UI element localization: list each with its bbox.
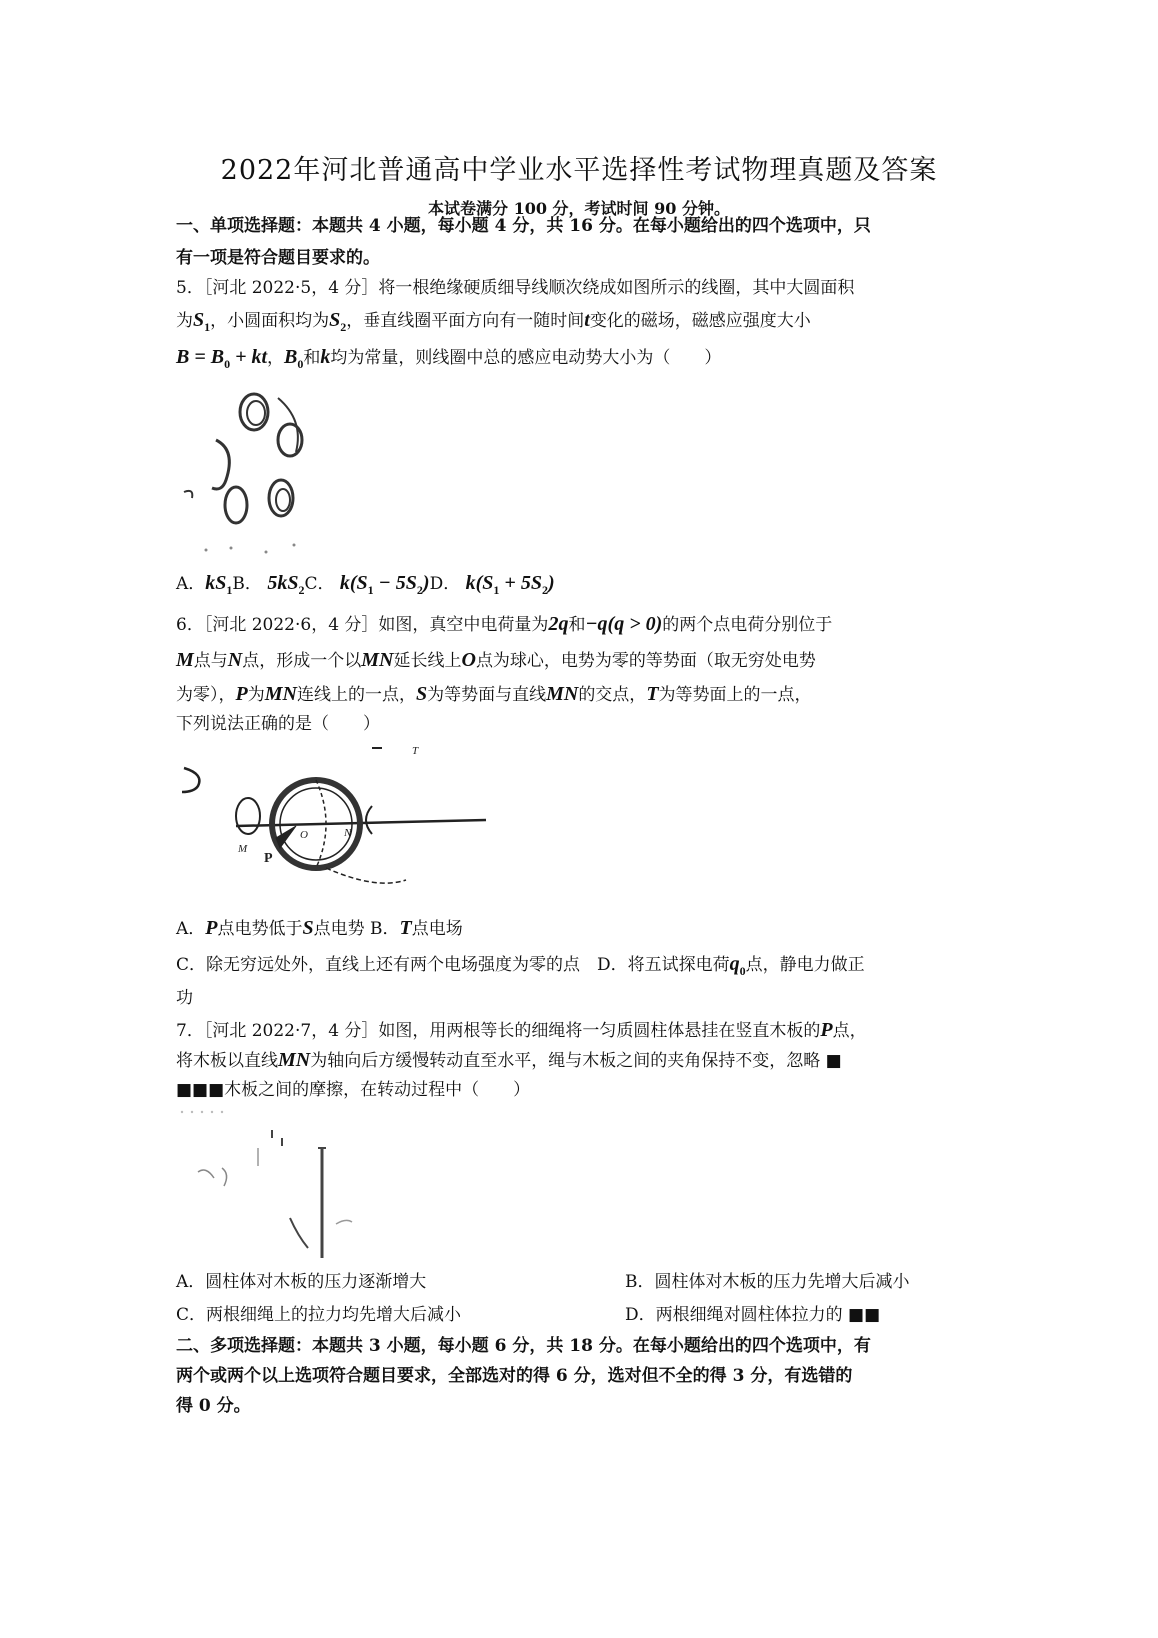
- q5-text: 为: [176, 311, 193, 331]
- q7-board-figure: [176, 1108, 376, 1263]
- q6-line4: 下列说法正确的是（ ）: [176, 714, 380, 734]
- q5-text: 变化的磁场，磁感应强度大小: [589, 311, 811, 331]
- q6-charge-2q: 2q: [548, 613, 569, 635]
- q7-text: 将木板以直线: [176, 1051, 278, 1071]
- q6-mn: MN: [546, 683, 579, 705]
- q5-option-c: $k(S_1 - 5S_2)$: [339, 572, 430, 597]
- q7-line3: ■■■木板之间的摩擦，在转动过程中（ ）: [176, 1080, 531, 1100]
- q7-text: 点，: [832, 1021, 867, 1041]
- q6-text: 连线上的一点，: [296, 685, 416, 705]
- fig-label-n: N: [344, 827, 352, 839]
- q5-option-c-label: C．: [304, 574, 335, 594]
- q6-text: 为等势面上的一点，: [658, 685, 812, 705]
- q6-text: 的交点，: [578, 685, 647, 705]
- q5-k: k: [320, 346, 331, 368]
- q7-p: P: [820, 1019, 833, 1041]
- q7-line2: [176, 1050, 842, 1070]
- q6-text: 点为球心，电势为零的等势面（取无穷处电势: [475, 651, 816, 671]
- q6-text: 延长线上: [393, 651, 462, 671]
- fig-label-m: M: [238, 843, 248, 855]
- q6-options-cd-wrap: 功: [176, 988, 193, 1008]
- q6-mn: MN: [264, 683, 297, 705]
- q6-text: 和: [568, 615, 586, 635]
- q5-option-b-label: B．: [232, 574, 262, 594]
- q6-option-d-q0: $q_0$: [729, 953, 746, 978]
- q6-o: O: [461, 649, 476, 671]
- q5-coil-figure: [176, 380, 326, 560]
- q5-options: [176, 573, 555, 596]
- section1-heading-line2: 有一项是符合题目要求的。: [176, 248, 380, 268]
- q7-option-c: C．两根细绳上的拉力均先增大后减小: [176, 1305, 462, 1325]
- q6-option-a-s: S: [302, 917, 314, 939]
- q6-option-c-text: C．除无穷远处外，直线上还有两个电场强度为零的点 D．将五试探电荷: [176, 955, 730, 975]
- q5-option-d-label: D．: [429, 574, 461, 594]
- page-subtitle: 本试卷满分 100 分，考试时间 90 分钟。: [428, 199, 730, 218]
- q6-n: N: [227, 649, 243, 671]
- q5-s2: $S_2$: [329, 309, 347, 334]
- q5-option-a-label: A．: [176, 574, 206, 594]
- q7-option-d: D．两根细绳对圆柱体拉力的 ■■: [625, 1305, 881, 1325]
- q6-text: 为: [247, 685, 265, 705]
- q5-text: 和: [303, 348, 321, 368]
- q5-b0: $B_0$: [284, 346, 304, 371]
- q6-s: S: [415, 683, 428, 705]
- q5-text: ，垂直线圈平面方向有一随时间: [346, 311, 585, 331]
- q6-text: 点与: [193, 651, 228, 671]
- q6-text: 6．［河北 2022·6，4 分］如图，真空中电荷量为: [176, 615, 549, 635]
- q7-text: 7．［河北 2022·7，4 分］如图，用两根等长的细绳将一匀质圆柱体悬挂在竖直木板的: [176, 1021, 821, 1041]
- q7-line1: [176, 1020, 867, 1040]
- q7-text: 为轴向后方缓慢转动直至水平，绳与木板之间的夹角保持不变，忽略 ■: [310, 1051, 842, 1071]
- q6-option-a-label: A．: [176, 919, 206, 939]
- q7-mn: MN: [278, 1049, 311, 1071]
- q5-line2: [176, 310, 811, 333]
- fig-label-t: T: [412, 745, 419, 757]
- q6-option-a-text: 点电势低于: [217, 919, 303, 939]
- q6-text: 点，形成一个以: [242, 651, 362, 671]
- q5-option-a: $kS_1$: [205, 572, 233, 597]
- q5-line3: $B = B_0$ + kt，$B_0$和k均为常量，则线圈中总的感应电动势大小为（ ）: [176, 346, 722, 371]
- q5-line1: 5．［河北 2022·5，4 分］将一根绝缘硬质细导线顺次绕成如图所示的线圈，其中大圆面积: [176, 278, 855, 298]
- q5-option-d: $k(S_1 + 5S_2)$: [465, 572, 555, 597]
- fig-label-p: P: [264, 851, 273, 866]
- q5-formula: $B = B_0$ + kt: [176, 346, 268, 371]
- section1-heading-line1: 一、单项选择题：本题共 4 小题，每小题 4 分，共 16 分。在每小题给出的四个选项中，只: [176, 216, 871, 236]
- fig-label-o: O: [300, 829, 308, 841]
- q6-option-b-t: T: [399, 917, 412, 939]
- q6-option-a-p: P: [205, 917, 218, 939]
- small-circle-arc: [212, 440, 229, 489]
- q7-option-a: A．圆柱体对木板的压力逐渐增大: [176, 1272, 427, 1292]
- q6-text: 的两个点电荷分别位于: [662, 615, 833, 635]
- q6-mn: MN: [361, 649, 394, 671]
- q6-line2: [176, 650, 816, 670]
- charge-m-circle: [236, 798, 260, 834]
- q5-option-b: $5kS_2$: [267, 572, 305, 597]
- q6-text: 为零），: [176, 685, 236, 705]
- section2-heading-line3: 得 0 分。: [176, 1396, 251, 1416]
- q5-t: t: [584, 309, 590, 331]
- q6-m: M: [176, 649, 194, 671]
- q7-option-b: B．圆柱体对木板的压力先增大后减小: [625, 1272, 910, 1292]
- q6-line3: [176, 684, 812, 704]
- q6-options-ab: [176, 918, 463, 938]
- q5-s1: $S_1$: [193, 309, 211, 334]
- q6-t: T: [646, 683, 659, 705]
- dashed-curve: [326, 868, 406, 883]
- rope: [290, 1218, 308, 1248]
- page-title: 2022年河北普通高中学业水平选择性考试物理真题及答案: [220, 155, 938, 186]
- q6-charge-neg-q: −q(q > 0): [585, 613, 663, 635]
- q6-p: P: [235, 683, 248, 705]
- q6-options-cd: [176, 954, 865, 977]
- q5-text: 均为常量，则线圈中总的感应电动势大小为（ ）: [330, 348, 722, 368]
- q6-option-b-label: 点电势 B．: [313, 919, 400, 939]
- section2-heading-line2: 两个或两个以上选项符合题目要求，全部选对的得 6 分，选对但不全的得 3 分，有选错的: [176, 1366, 853, 1386]
- q6-option-d-text: 点，静电力做正: [745, 955, 865, 975]
- small-circle: [225, 487, 247, 523]
- section2-heading-line1: 二、多项选择题：本题共 3 小题，每小题 6 分，共 18 分。在每小题给出的四个选项中，有: [176, 1336, 871, 1356]
- q6-option-b-text: 点电场: [411, 919, 463, 939]
- q5-text: ，小圆面积均为: [210, 311, 330, 331]
- q6-equipotential-figure: [176, 740, 496, 910]
- partial-arc: [182, 768, 199, 792]
- small-circle-inner: [247, 401, 265, 425]
- q6-text: 为等势面与直线: [427, 685, 547, 705]
- q6-line1: [176, 614, 832, 634]
